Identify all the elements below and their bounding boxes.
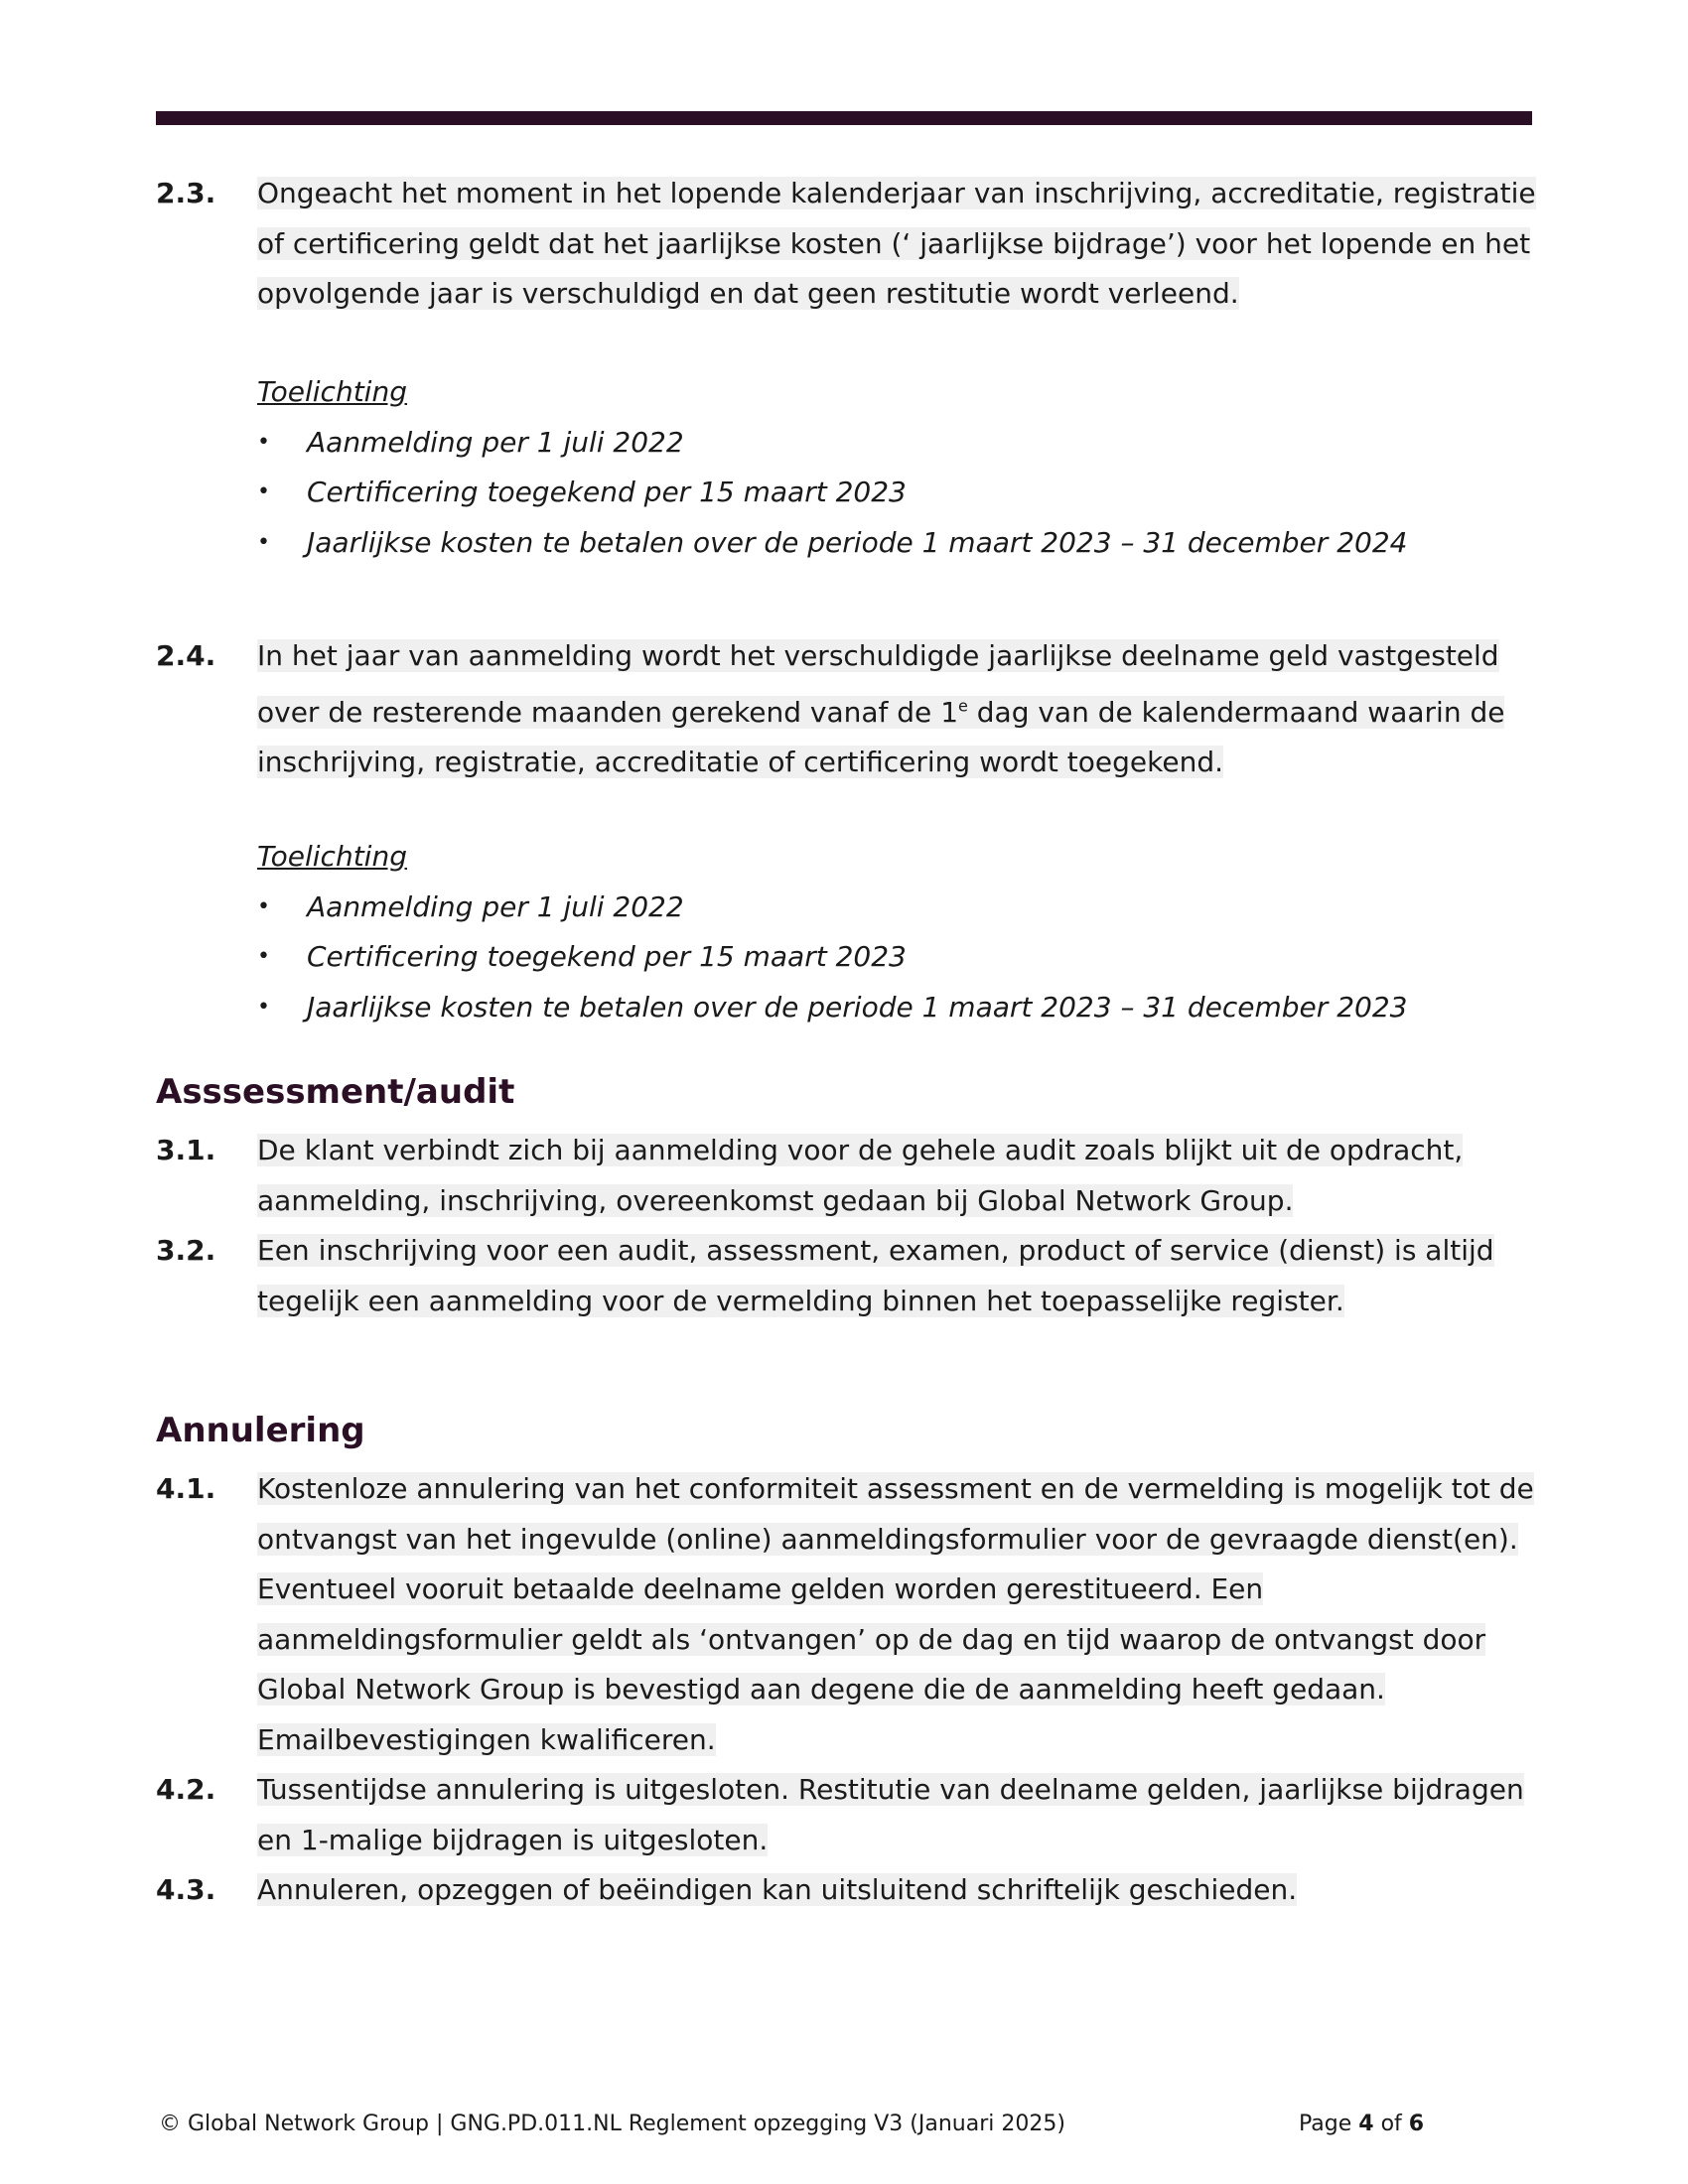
clause-text <box>257 1765 1536 1865</box>
clause-text <box>257 1126 1536 1226</box>
clause-text <box>257 1865 1536 1916</box>
list-item: • Aanmelding per 1 juli 2022 <box>257 883 1538 933</box>
bullet-icon: • <box>257 429 270 455</box>
list-item: • Certificering toegekend per 15 maart 2023 <box>257 932 1538 983</box>
bullet-icon: • <box>257 944 270 969</box>
note-list <box>257 418 1538 569</box>
bullet-icon: • <box>257 479 270 504</box>
clause-number: 4.3. <box>156 1873 216 1906</box>
clause-number: 3.2. <box>156 1234 216 1267</box>
clause-text-content: Ongeacht het moment in het lopende kalenderjaar van inschrijving, accreditatie, registratie of certificering geldt dat het jaarlijkse kosten (‘ jaarlijkse bijdrage’) voor het lopende en het opvolgende jaar is verschuldigd en dat geen restitutie wordt verleend. <box>257 177 1536 310</box>
bullet-icon: • <box>257 893 270 919</box>
clause-2-3 <box>156 169 1536 320</box>
clause-text <box>257 631 1536 788</box>
list-item: • Aanmelding per 1 juli 2022 <box>257 418 1538 469</box>
note-title: Toelichting <box>257 375 407 408</box>
note-2-3 <box>257 367 1538 568</box>
clause-number: 3.1. <box>156 1134 216 1166</box>
section-heading-annulering: Annulering <box>156 1411 365 1450</box>
bullet-icon: • <box>257 994 270 1020</box>
clause-text-content: Tussentijdse annulering is uitgesloten. Restitutie van deelname gelden, jaarlijkse bijdragen en 1-malige bijdragen is uitgesloten. <box>257 1773 1524 1856</box>
section-heading-assessment: Asssessment/audit <box>156 1072 515 1112</box>
clause-number: 4.1. <box>156 1472 216 1505</box>
clause-text-content: Annuleren, opzeggen of beëindigen kan uitsluitend schriftelijk geschieden. <box>257 1873 1298 1906</box>
clause-text-content: Kostenloze annulering van het conformiteit assessment en de vermelding is mogelijk tot de ontvangst van het ingevulde (online) aanmeldingsformulier voor de gevraagde dienst(en). Eventueel vooruit betaalde deelname gelden worden gerestitueerd. Een aanmeldingsformulier geldt als ‘ontvangen’ op de dag en tijd waarop de ontvangst door Global Network Group is bevestigd aan degene die de aanmelding heeft gedaan. Emailbevestigingen kwalificeren. <box>257 1472 1534 1756</box>
clause-4-2 <box>156 1765 1536 1865</box>
clause-number: 4.2. <box>156 1773 216 1806</box>
clause-text-content: Een inschrijving voor een audit, assessment, examen, product of service (dienst) is altijd tegelijk een aanmelding voor de vermelding binnen het toepasselijke register. <box>257 1234 1494 1317</box>
clause-3-2 <box>156 1226 1536 1326</box>
note-title: Toelichting <box>257 840 407 873</box>
note-2-4 <box>257 832 1538 1032</box>
clause-text <box>257 169 1536 320</box>
clause-2-4 <box>156 631 1536 788</box>
clause-text <box>257 1226 1536 1326</box>
clause-number: 2.3. <box>156 177 216 209</box>
clause-4-3 <box>156 1865 1536 1916</box>
list-item: • Jaarlijkse kosten te betalen over de periode 1 maart 2023 – 31 december 2024 <box>257 518 1538 569</box>
header-rule <box>156 111 1532 125</box>
clause-4-1 <box>156 1464 1536 1765</box>
clause-text-content: De klant verbindt zich bij aanmelding voor de gehele audit zoals blijkt uit de opdracht, aanmelding, inschrijving, overeenkomst gedaan bij Global Network Group. <box>257 1134 1464 1217</box>
clause-text <box>257 1464 1536 1765</box>
list-item: • Certificering toegekend per 15 maart 2023 <box>257 468 1538 518</box>
page-number: Page 4 of 6 <box>1299 2112 1425 2136</box>
footer-copyright: © Global Network Group | GNG.PD.011.NL Reglement opzegging V3 (Januari 2025) <box>159 2112 1065 2136</box>
footer <box>159 2110 1430 2139</box>
clause-3-1 <box>156 1126 1536 1226</box>
bullet-icon: • <box>257 529 270 555</box>
clause-number: 2.4. <box>156 639 216 672</box>
list-item: • Jaarlijkse kosten te betalen over de periode 1 maart 2023 – 31 december 2023 <box>257 983 1538 1033</box>
clause-text-content: In het jaar van aanmelding wordt het verschuldigde jaarlijkse deelname geld vastgesteld over de resterende maanden gerekend vanaf de 1e dag van de kalendermaand waarin de inschrijving, registratie, accreditatie of certificering wordt toegekend. <box>257 639 1505 779</box>
superscript: e <box>958 696 968 716</box>
note-list <box>257 883 1538 1033</box>
